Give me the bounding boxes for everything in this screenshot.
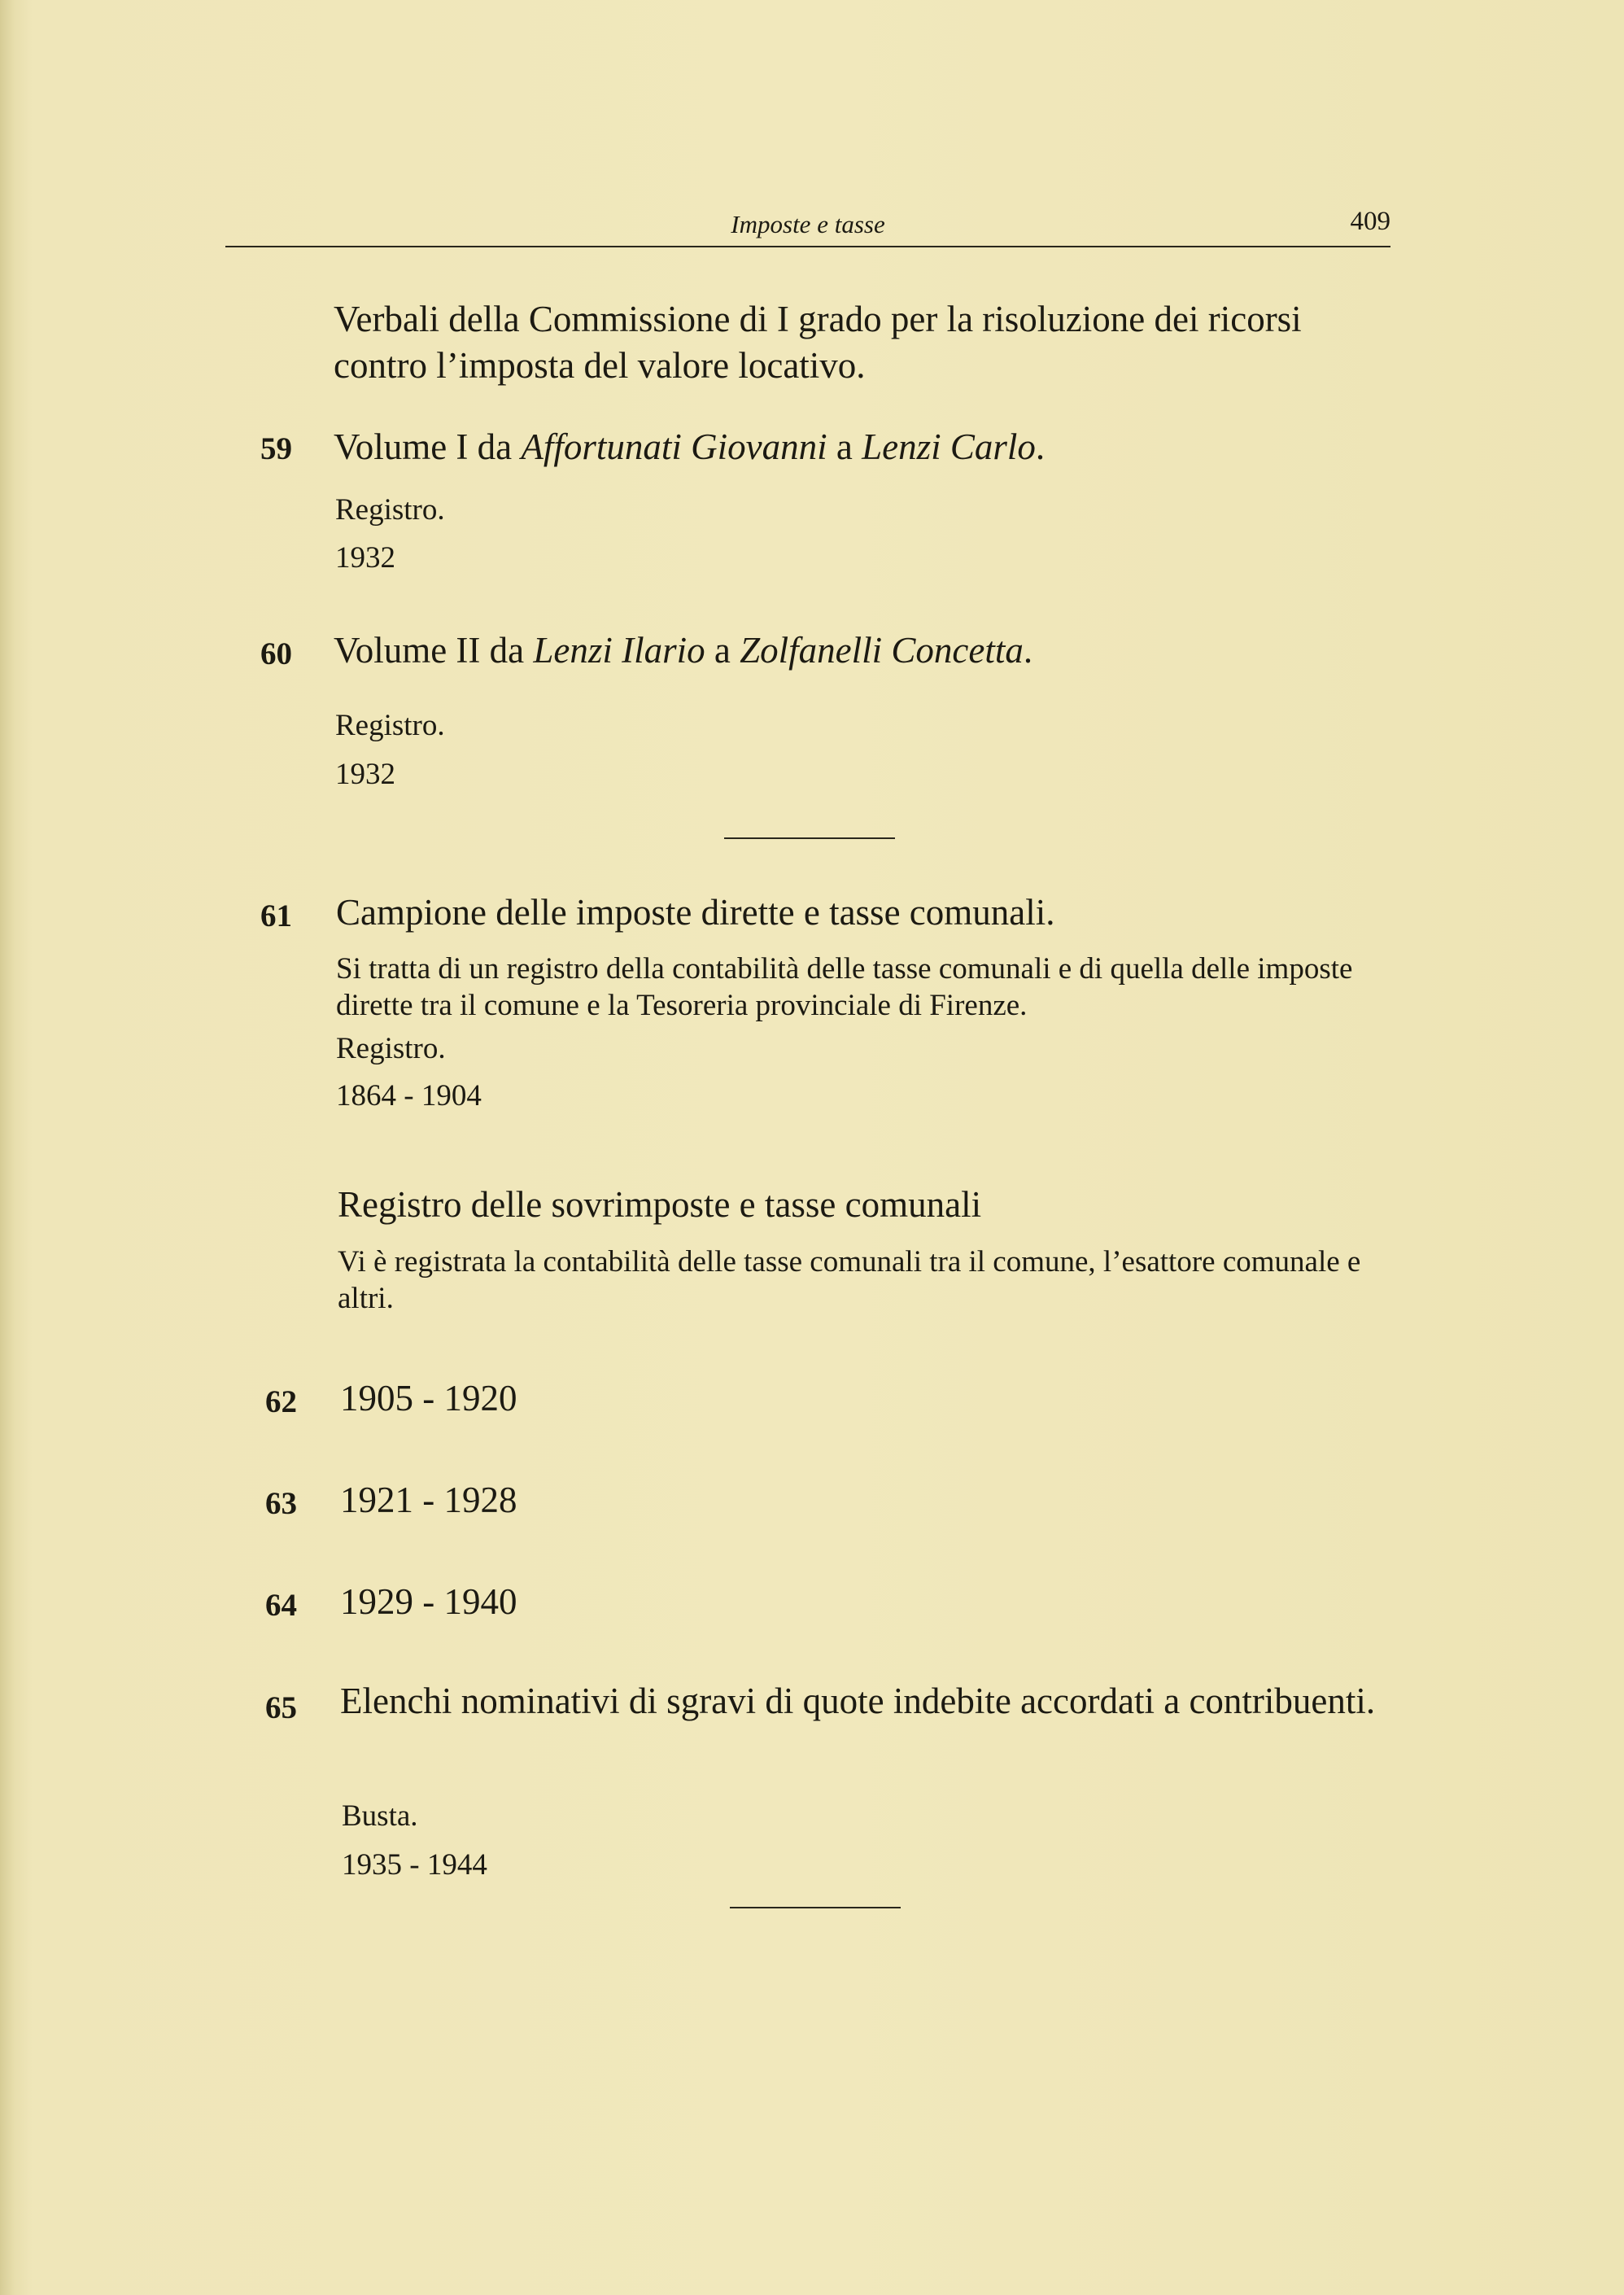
group-note: Vi è registrata la contabilità delle tasse comunali tra il comune, l’esattore comunale e altri. [338, 1245, 1361, 1315]
intro-paragraph: Verbali della Commissione di I grado per la risoluzione dei ricorsi contro l’imposta del valore locativo. [334, 299, 1302, 386]
entry-title: Elenchi nominativi di sgravi di quote indebite accordati a contribuenti. [340, 1681, 1376, 1721]
page-header [225, 203, 1390, 247]
entry-date: 1935 - 1944 [342, 1848, 487, 1882]
running-title: Imposte e tasse [731, 210, 885, 238]
entry-date: 1905 - 1920 [340, 1378, 517, 1419]
entry-date: 1932 [335, 541, 395, 575]
entry-title: Campione delle imposte dirette e tasse comunali. [336, 892, 1055, 933]
entry-date: 1864 - 1904 [336, 1079, 482, 1113]
entry-date: 1921 - 1928 [340, 1480, 517, 1520]
entry-type: Registro. [335, 709, 445, 742]
section-divider [724, 837, 895, 839]
group-title: Registro delle sovrimposte e tasse comunali [338, 1184, 982, 1225]
entry-number: 60 [260, 636, 292, 671]
entry-number: 59 [260, 431, 292, 466]
entry-number: 65 [265, 1690, 297, 1725]
entry-number: 62 [265, 1384, 297, 1419]
entry-date: 1929 - 1940 [340, 1581, 517, 1622]
section-divider [730, 1907, 901, 1908]
binding-edge [0, 0, 15, 2295]
entry-type: Busta. [342, 1799, 418, 1833]
entry-title: Volume I da Affortunati Giovanni a Lenzi Carlo. [334, 426, 1046, 467]
entry-number: 63 [265, 1486, 297, 1521]
entry-number: 61 [260, 898, 292, 933]
entry-number: 64 [265, 1588, 297, 1623]
entry-date: 1932 [335, 758, 395, 791]
entry-type: Registro. [335, 493, 445, 527]
entry-type: Registro. [336, 1032, 446, 1065]
entry-title: Volume II da Lenzi Ilario a Zolfanelli Concetta. [334, 630, 1033, 671]
entry-note: Si tratta di un registro della contabilità delle tasse comunali e di quella delle imposte dirette tra il comune e la Tesoreria provinciale di Firenze. [336, 952, 1353, 1022]
page-number: 409 [1350, 207, 1390, 236]
